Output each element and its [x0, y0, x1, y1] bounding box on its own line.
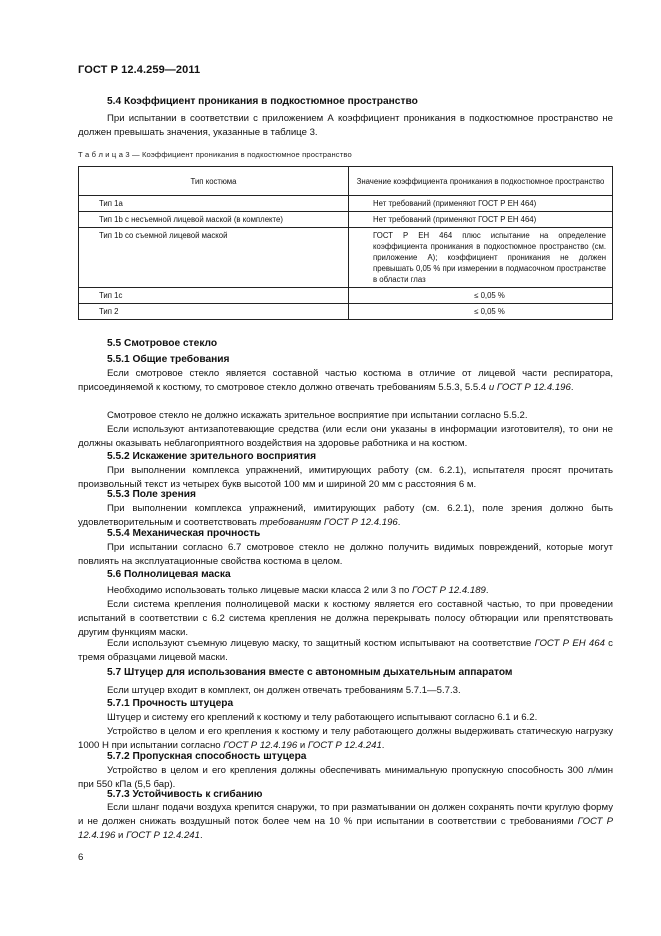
page-number: 6 — [78, 852, 84, 863]
document-header: ГОСТ Р 12.4.259—2011 — [78, 64, 201, 76]
table-cell: Нет требований (применяют ГОСТ Р ЕН 464) — [349, 196, 613, 212]
section-5-7-2-title: 5.7.2 Пропускная способность штуцера — [107, 751, 307, 762]
section-5-7-paragraph: Если штуцер входит в комплект, он должен отвечать требованиям 5.7.1—5.7.3. — [107, 685, 461, 696]
table-header-cell: Тип костюма — [79, 167, 349, 196]
table-row — [79, 304, 613, 320]
section-5-5-4-title: 5.5.4 Механическая прочность — [107, 528, 261, 539]
table-row — [79, 196, 613, 212]
table-row — [79, 228, 613, 288]
table-cell: Тип 1с — [79, 288, 349, 304]
table-3 — [78, 166, 613, 320]
table-cell: Нет требований (применяют ГОСТ Р ЕН 464) — [349, 212, 613, 228]
section-5-6-paragraph-3: Если используют съемную лицевую маску, то защитный костюм испытывают на соответствие ГОСТ Р ЕН 464 с тремя образцами лицевой маски. — [78, 638, 613, 663]
section-5-4-paragraph: При испытании в соответствии с приложением А коэффициент проникания в подкостюмное пространство не должен превышать значения, указанные в таблице 3. — [78, 113, 613, 138]
section-5-5-2-title: 5.5.2 Искажение зрительного восприятия — [107, 451, 317, 462]
table-row — [79, 212, 613, 228]
table-header-row — [79, 167, 613, 196]
section-5-5-1-title: 5.5.1 Общие требования — [107, 354, 230, 365]
table-3-caption: Т а б л и ц а 3 — Коэффициент проникания в подкостюмное пространство — [78, 150, 352, 159]
section-5-5-4-paragraph: При испытании согласно 6.7 смотровое стекло не должно получить видимых повреждений, которые могут повлиять на эксплуатационные свойства костюма в целом. — [78, 542, 613, 567]
section-5-5-2-paragraph: При выполнении комплекса упражнений, имитирующих работу (см. 6.2.1), испытателя просят прочитать произвольный текст из четырех букв высотой 100 мм и шириной 20 мм с расстояния 6 м. — [78, 465, 613, 490]
table-cell: Тип 1b со съемной лицевой маской — [79, 228, 349, 288]
section-5-7-1-title: 5.7.1 Прочность штуцера — [107, 698, 234, 709]
table-header-cell: Значение коэффициента проникания в подкостюмное пространство — [349, 167, 613, 196]
section-5-5-3-paragraph: При выполнении комплекса упражнений, имитирующих работу (см. 6.2.1), поле зрения должно быть удовлетворительным и соответствовать требованиям ГОСТ Р 12.4.196. — [78, 503, 613, 528]
table-cell: ≤ 0,05 % — [349, 304, 613, 320]
section-5-7-title: 5.7 Штуцер для использования вместе с автономным дыхательным аппаратом — [107, 667, 513, 678]
section-5-7-3-paragraph: Если шланг подачи воздуха крепится снаружи, то при разматывании он должен сохранять почти круглую форму и не должен снижать воздушный поток более чем на 10 % при испытании в соответствии с требованиями ГОСТ Р 12.4.196 и ГОСТ Р 12.4.241. — [78, 802, 613, 841]
section-5-5-1-paragraph-2: Смотровое стекло не должно искажать зрительное восприятие при испытании согласно 5.5.2. — [107, 410, 528, 421]
section-5-6-paragraph-2: Если система крепления полнолицевой маски к костюму является его составной частью, то при проведении испытаний в соответствии с 6.2 система крепления не должна перекрывать полосу обтюрации или препятствовать другим функциям маски. — [78, 599, 613, 638]
table-row — [79, 288, 613, 304]
section-5-5-1-paragraph-3: Если используют антизапотевающие средства (или если они указаны в информации изготовителя), то они не должны оказывать неблагоприятного воздействия на здоровье работника и на костюм. — [78, 424, 613, 449]
section-5-4-title: 5.4 Коэффициент проникания в подкостюмное пространство — [107, 96, 418, 107]
section-5-5-title: 5.5 Смотровое стекло — [107, 338, 218, 349]
section-5-7-1-paragraph-1: Штуцер и систему его креплений к костюму и телу работающего испытывают согласно 6.1 и 6.2. — [107, 712, 538, 723]
section-5-6-title: 5.6 Полнолицевая маска — [107, 569, 231, 580]
section-5-5-3-title: 5.5.3 Поле зрения — [107, 489, 196, 500]
section-5-7-2-paragraph: Устройство в целом и его крепления должны обеспечивать минимальную пропускную способность 300 л/мин при 550 кПа (5,5 бар). — [78, 765, 613, 790]
section-5-7-3-title: 5.7.3 Устойчивость к сгибанию — [107, 789, 263, 800]
table-cell: Тип 2 — [79, 304, 349, 320]
section-5-6-paragraph-1: Необходимо использовать только лицевые маски класса 2 или 3 по ГОСТ Р 12.4.189. — [107, 585, 489, 596]
table-cell: Тип 1b с несъемной лицевой маской (в комплекте) — [79, 212, 349, 228]
section-5-5-1-paragraph-1: Если смотровое стекло является составной частью костюма в отличие от лицевой части респиратора, присоединяемой к костюму, то смотровое стекло должно отвечать требованиям 5.5.3, 5.5.4 и ГОСТ Р 12.4.196. — [78, 368, 613, 393]
table-cell: ГОСТ Р ЕН 464 плюс испытание на определение коэффициента проникания в подкостюмное пространство (см. приложение А); коэффициент проникания не должен превышать 0,05 % при измерении в подмасочном пространстве в области глаз — [349, 228, 613, 288]
table-cell: ≤ 0,05 % — [349, 288, 613, 304]
table-cell: Тип 1а — [79, 196, 349, 212]
section-5-7-1-paragraph-2: Устройство в целом и его крепления к костюму и телу работающего должны выдерживать статическую нагрузку 1000 Н при испытании согласно ГОСТ Р 12.4.196 и ГОСТ Р 12.4.241. — [78, 726, 613, 751]
